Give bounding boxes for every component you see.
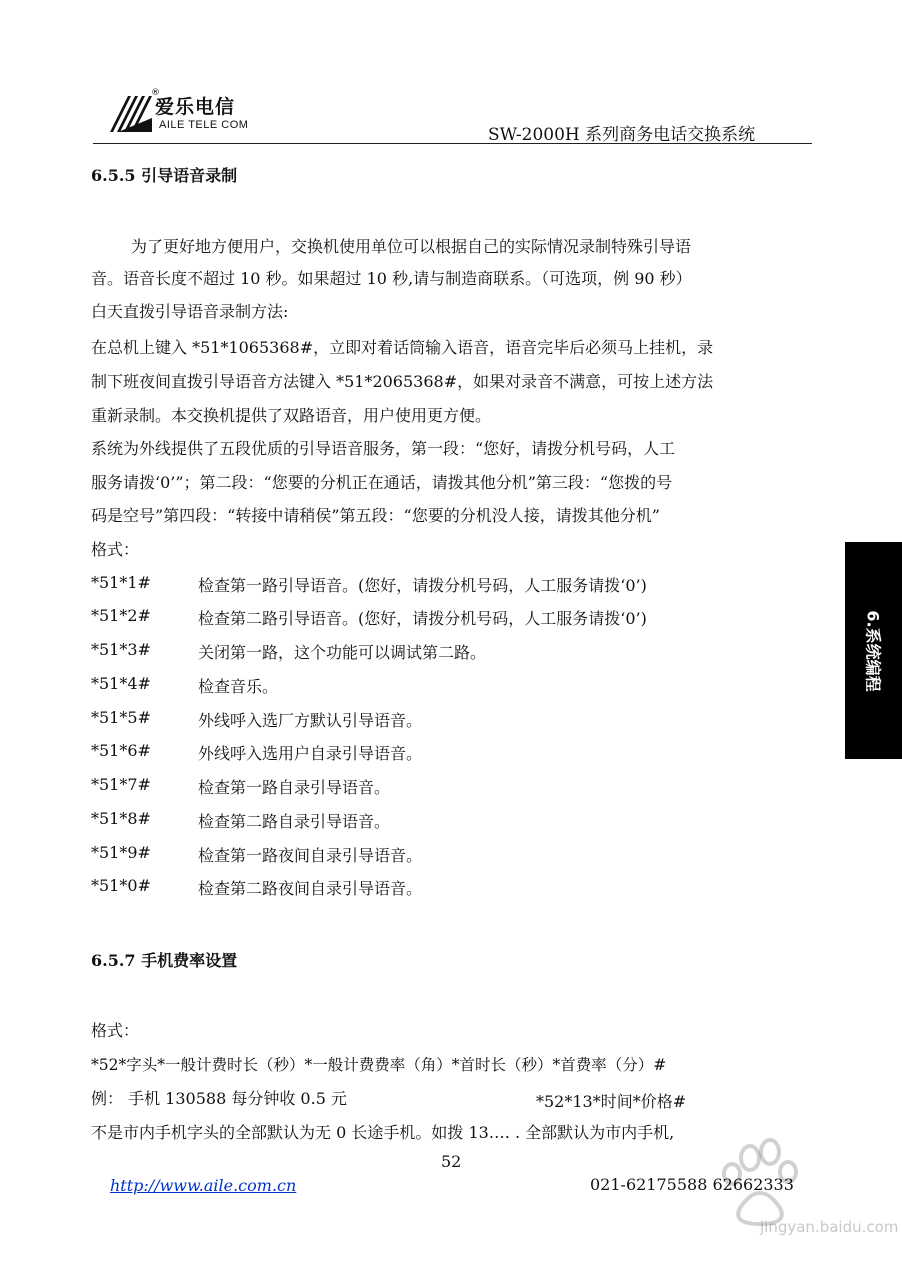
page-number: 52 (441, 1152, 462, 1171)
command-code: *51*9# (91, 843, 151, 862)
command-code: *51*4# (91, 674, 151, 693)
paragraph-line: 在总机上键入 *51*1065368#，立即对着话筒输入语音，语音完毕后必须马上挂机，录 (91, 338, 714, 357)
paragraph-line: 码是空号”第四段：“转接中请稍侯”第五段：“您要的分机没人接，请拨其他分机” (91, 506, 660, 525)
company-logo (108, 88, 268, 138)
command-description: 检查第一路引导语音。(您好，请拨分机号码，人工服务请拨‘0’) (198, 576, 647, 595)
watermark-text: jingyan.baidu.com (760, 1218, 899, 1236)
command-description: 检查第二路自录引导语音。 (198, 812, 391, 831)
command-description: 外线呼入选厂方默认引导语音。 (198, 711, 423, 730)
header-title: SW-2000H 系列商务电话交换系统 (488, 125, 756, 145)
footer-website-link[interactable]: http://www.aile.com.cn (110, 1176, 297, 1195)
paragraph-line: 系统为外线提供了五段优质的引导语音服务，第一段：“您好，请拨分机号码，人工 (91, 439, 676, 458)
command-description: 检查第二路引导语音。(您好，请拨分机号码，人工服务请拨‘0’) (198, 609, 647, 628)
paragraph-line: 制下班夜间直拨引导语音方法键入 *51*2065368#，如果对录音不满意，可按上述方法 (91, 372, 714, 391)
command-code: *51*8# (91, 809, 151, 828)
logo-english-name: AILE TELE COM (159, 119, 249, 131)
format-label: 格式： (91, 540, 140, 559)
paragraph-line: 重新录制。本交换机提供了双路语音，用户使用更方便。 (91, 406, 492, 425)
example-left: 例： 手机 130588 每分钟收 0.5 元 (91, 1089, 347, 1108)
command-code: *51*6# (91, 741, 151, 760)
command-code: *51*2# (91, 606, 151, 625)
example-right: *52*13*时间*价格# (536, 1092, 687, 1111)
format-line: *52*字头*一般计费时长（秒）*一般计费费率（角）*首时长（秒）*首费率（分）# (91, 1056, 667, 1074)
paragraph-line: 白天直拨引导语音录制方法: (91, 302, 289, 321)
section-heading-6-5-7: 6.5.7 手机费率设置 (91, 951, 238, 970)
note-line: 不是市内手机字头的全部默认为无 0 长途手机。如拨 13…. . 全部默认为市内手机, (91, 1123, 675, 1142)
footer-phone: 021-62175588 62662333 (590, 1175, 794, 1194)
command-code: *51*7# (91, 775, 151, 794)
command-description: 外线呼入选用户自录引导语音。 (198, 744, 423, 763)
command-description: 检查第一路自录引导语音。 (198, 778, 391, 797)
command-description: 关闭第一路，这个功能可以调试第二路。 (198, 643, 487, 662)
command-code: *51*1# (91, 573, 151, 592)
header-divider (93, 143, 812, 144)
command-code: *51*0# (91, 876, 151, 895)
command-code: *51*3# (91, 640, 151, 659)
command-description: 检查音乐。 (198, 677, 279, 696)
chapter-side-tab (845, 542, 902, 759)
command-description: 检查第二路夜间自录引导语音。 (198, 879, 423, 898)
registered-mark: ® (151, 88, 160, 98)
section-heading-6-5-5: 6.5.5 引导语音录制 (91, 166, 238, 185)
paragraph-line: 服务请拨‘0’”；第二段：“您要的分机正在通话，请拨其他分机”第三段：“您拨的号 (91, 473, 673, 492)
chapter-side-tab-label: 6.系统编程 (863, 609, 882, 692)
format-label: 格式： (91, 1021, 140, 1040)
paragraph-line: 音。语音长度不超过 10 秒。如果超过 10 秒,请与制造商联系。（可选项，例 90 秒） (91, 269, 692, 288)
logo-mark-icon (108, 88, 154, 134)
command-code: *51*5# (91, 708, 151, 727)
paragraph-line: 为了更好地方便用户，交换机使用单位可以根据自己的实际情况录制特殊引导语 (131, 237, 692, 256)
command-description: 检查第一路夜间自录引导语音。 (198, 846, 423, 865)
logo-chinese-name: 爱乐电信 (155, 96, 236, 118)
